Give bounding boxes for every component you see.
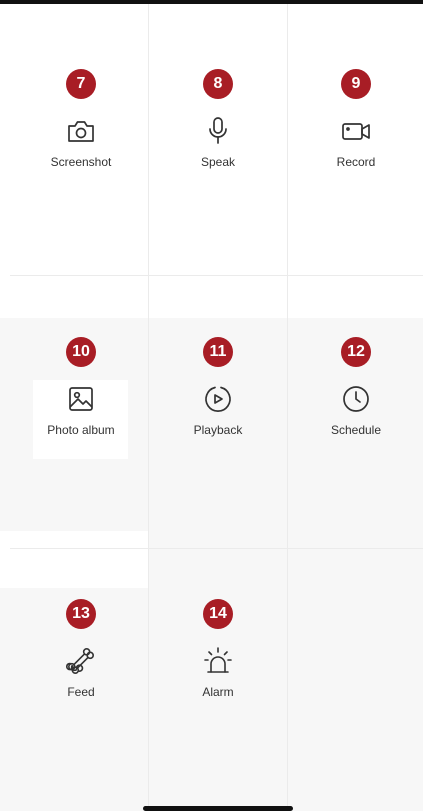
col2-background — [148, 531, 423, 588]
speak-label: Speak — [200, 155, 236, 169]
bone-icon — [65, 645, 97, 677]
schedule-label: Schedule — [330, 423, 382, 437]
photo-album-button[interactable] — [11, 337, 151, 477]
grid-divider — [10, 548, 423, 549]
screenshot-label: Screenshot — [50, 155, 112, 169]
feed-label: Feed — [67, 685, 95, 699]
step-badge: 13 — [66, 599, 96, 629]
feed-button[interactable] — [11, 599, 151, 739]
clock-icon — [340, 383, 372, 415]
step-badge: 7 — [66, 69, 96, 99]
screenshot-button[interactable] — [11, 69, 151, 209]
status-bar-edge — [0, 0, 423, 4]
record-label: Record — [336, 155, 376, 169]
alarm-label: Alarm — [202, 685, 234, 699]
camera-icon — [65, 115, 97, 147]
step-badge: 11 — [203, 337, 233, 367]
video-camera-icon — [340, 115, 372, 147]
alarm-button[interactable] — [148, 599, 288, 739]
microphone-icon — [202, 115, 234, 147]
step-badge: 8 — [203, 69, 233, 99]
siren-icon — [202, 645, 234, 677]
record-button[interactable] — [286, 69, 423, 209]
home-indicator[interactable] — [143, 806, 293, 811]
grid-divider — [10, 275, 423, 276]
speak-button[interactable] — [148, 69, 288, 209]
playback-label: Playback — [193, 423, 243, 437]
step-badge: 14 — [203, 599, 233, 629]
step-badge: 10 — [66, 337, 96, 367]
image-icon — [65, 383, 97, 415]
step-badge: 12 — [341, 337, 371, 367]
photo-album-label: Photo album — [47, 423, 115, 437]
step-badge: 9 — [341, 69, 371, 99]
playback-button[interactable] — [148, 337, 288, 477]
schedule-button[interactable] — [286, 337, 423, 477]
playback-icon — [202, 383, 234, 415]
